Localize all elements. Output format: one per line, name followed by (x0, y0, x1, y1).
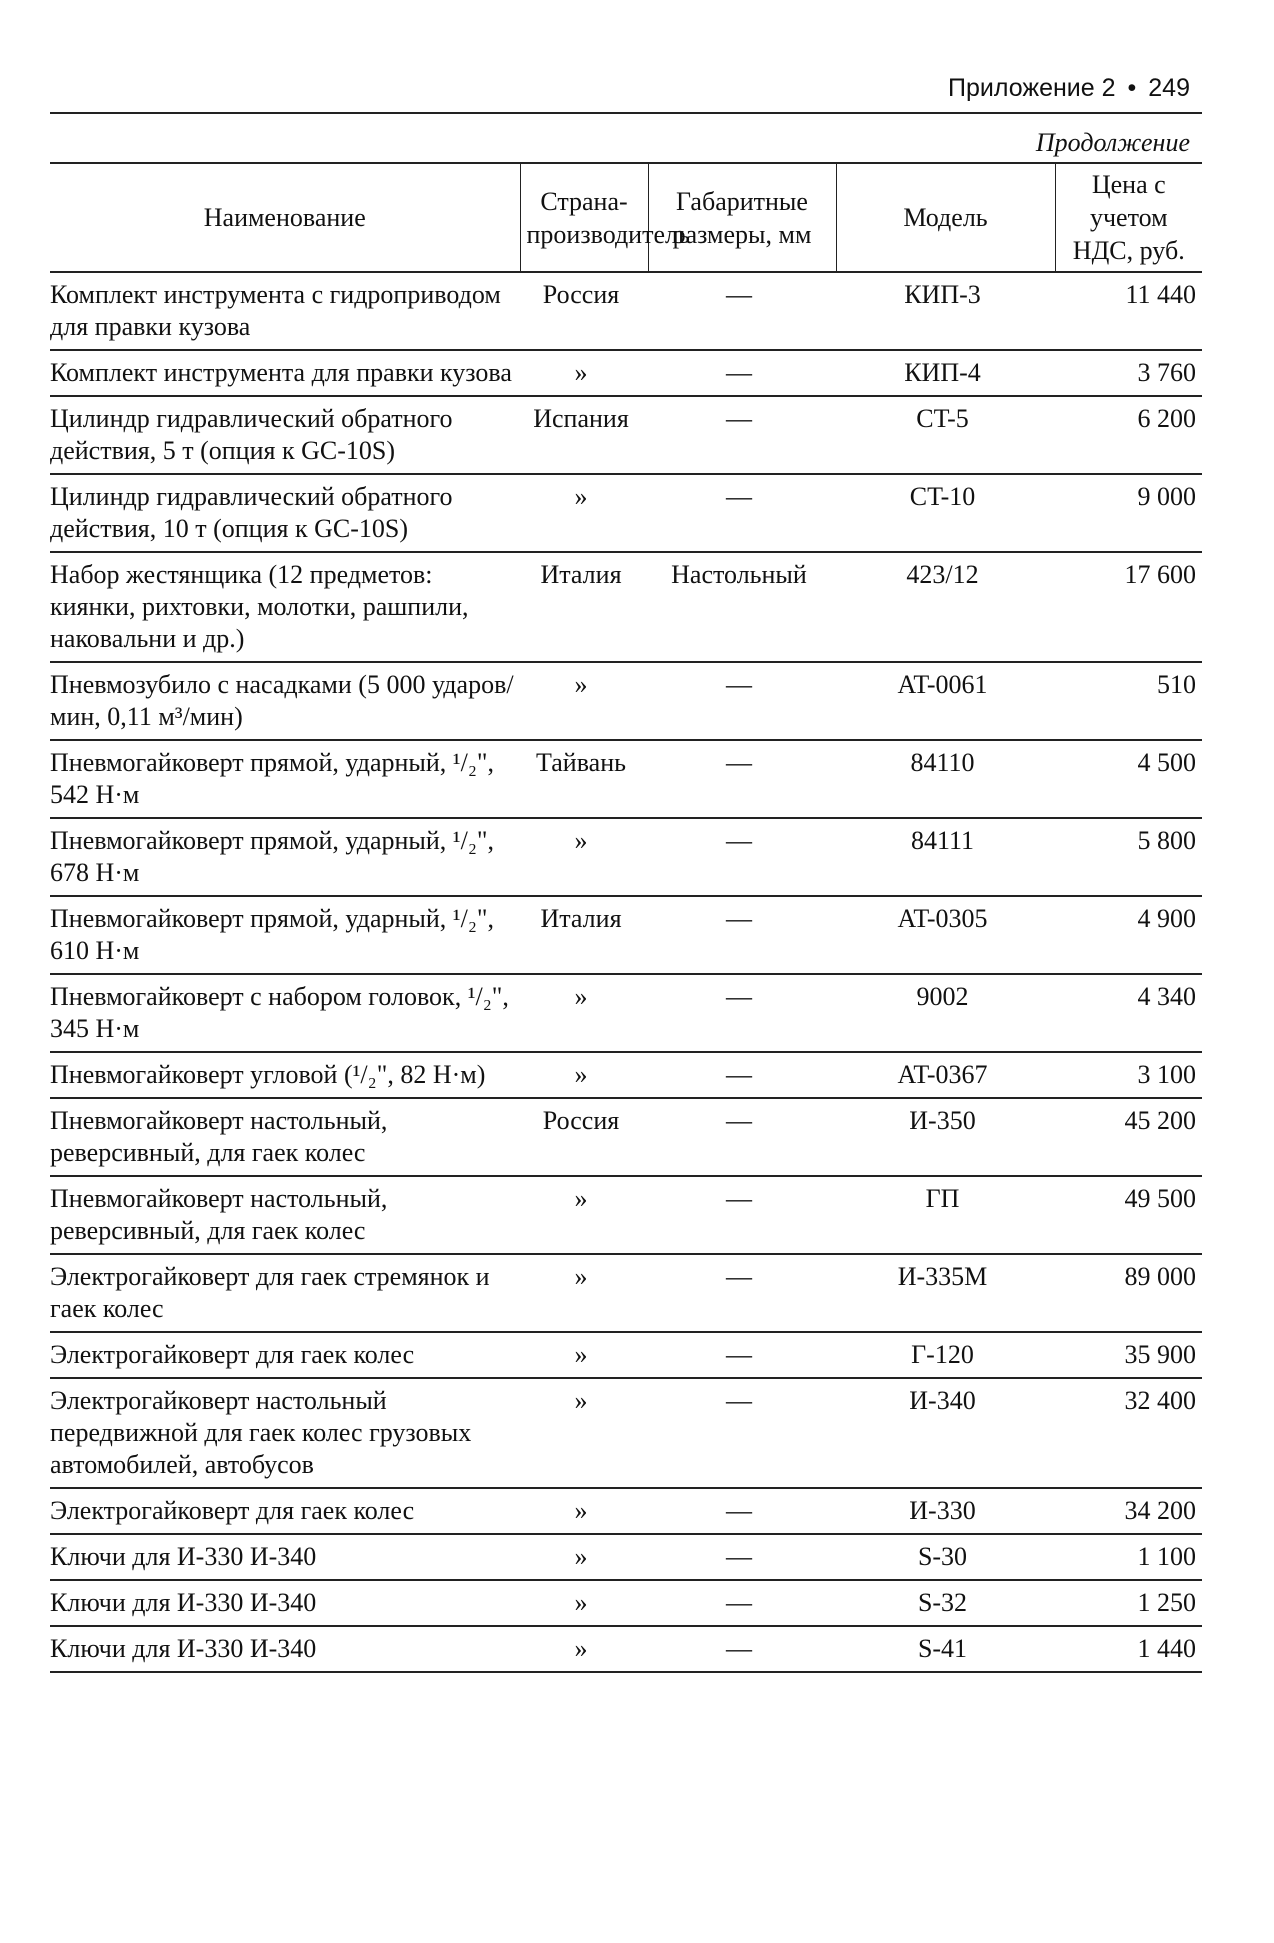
dimensions-cell: — (648, 1580, 836, 1626)
dimensions-cell: — (648, 1098, 836, 1176)
name-cell: Электрогайковерт для гаек стремянок и гаек колес (50, 1254, 520, 1332)
price-cell: 89 000 (1055, 1254, 1202, 1332)
dimensions-cell: — (648, 1378, 836, 1488)
table-row (50, 1254, 1202, 1332)
name-cell: Цилиндр гидравлический обратного действия, 10 т (опция к GC-10S) (50, 474, 520, 552)
table-row (50, 1378, 1202, 1488)
name-cell: Комплект инструмента для правки кузова (50, 350, 520, 396)
country-cell: » (520, 1488, 648, 1534)
table-row (50, 474, 1202, 552)
separator-dot: • (1127, 74, 1137, 102)
table-row (50, 1534, 1202, 1580)
country-cell: Россия (520, 272, 648, 350)
dimensions-cell: — (648, 1254, 836, 1332)
page (50, 70, 1202, 1673)
model-cell: И-335М (836, 1254, 1055, 1332)
dimensions-cell: — (648, 818, 836, 896)
name-cell: Пневмогайковерт с набором головок, ¹/₂", 345 Н·м (50, 974, 520, 1052)
model-cell: CT-5 (836, 396, 1055, 474)
model-cell: КИП-4 (836, 350, 1055, 396)
table-row (50, 740, 1202, 818)
name-cell: Ключи для И-330 И-340 (50, 1626, 520, 1672)
column-header-name: Наименование (50, 163, 520, 272)
country-cell: » (520, 1332, 648, 1378)
section-label: Приложение 2 (948, 74, 1116, 102)
table-row (50, 1626, 1202, 1672)
dimensions-cell: — (648, 662, 836, 740)
model-cell: Г-120 (836, 1332, 1055, 1378)
dimensions-cell: — (648, 1488, 836, 1534)
country-cell: Италия (520, 896, 648, 974)
table-row (50, 662, 1202, 740)
table-row (50, 818, 1202, 896)
dimensions-cell: — (648, 474, 836, 552)
price-cell: 17 600 (1055, 552, 1202, 662)
table-body (50, 272, 1202, 1672)
country-cell: » (520, 350, 648, 396)
price-cell: 1 250 (1055, 1580, 1202, 1626)
dimensions-cell: — (648, 272, 836, 350)
price-cell: 34 200 (1055, 1488, 1202, 1534)
country-cell: » (520, 1176, 648, 1254)
column-header-country: Страна-производитель (520, 163, 648, 272)
table-row (50, 552, 1202, 662)
name-cell: Пневмогайковерт прямой, ударный, ¹/₂", 678 Н·м (50, 818, 520, 896)
model-cell: S-32 (836, 1580, 1055, 1626)
table-row (50, 1580, 1202, 1626)
price-cell: 35 900 (1055, 1332, 1202, 1378)
price-cell: 45 200 (1055, 1098, 1202, 1176)
dimensions-cell: — (648, 1534, 836, 1580)
dimensions-cell: — (648, 974, 836, 1052)
price-cell: 6 200 (1055, 396, 1202, 474)
table-row (50, 1098, 1202, 1176)
model-cell: КИП-3 (836, 272, 1055, 350)
country-cell: Испания (520, 396, 648, 474)
price-cell: 4 340 (1055, 974, 1202, 1052)
price-cell: 4 500 (1055, 740, 1202, 818)
table-row (50, 350, 1202, 396)
dimensions-cell: — (648, 1332, 836, 1378)
price-cell: 3 100 (1055, 1052, 1202, 1098)
column-header-model: Модель (836, 163, 1055, 272)
model-cell: ГП (836, 1176, 1055, 1254)
model-cell: S-30 (836, 1534, 1055, 1580)
name-cell: Электрогайковерт настольный передвижной для гаек колес грузовых автомобилей, автобусов (50, 1378, 520, 1488)
model-cell: AT-0305 (836, 896, 1055, 974)
name-cell: Электрогайковерт для гаек колес (50, 1488, 520, 1534)
model-cell: 84110 (836, 740, 1055, 818)
dimensions-cell: — (648, 896, 836, 974)
price-cell: 5 800 (1055, 818, 1202, 896)
price-cell: 11 440 (1055, 272, 1202, 350)
model-cell: И-330 (836, 1488, 1055, 1534)
table-row (50, 396, 1202, 474)
table-row (50, 1488, 1202, 1534)
price-cell: 3 760 (1055, 350, 1202, 396)
country-cell: » (520, 1626, 648, 1672)
name-cell: Ключи для И-330 И-340 (50, 1534, 520, 1580)
price-cell: 4 900 (1055, 896, 1202, 974)
country-cell: Россия (520, 1098, 648, 1176)
table-header-row (50, 163, 1202, 272)
price-cell: 49 500 (1055, 1176, 1202, 1254)
continuation-label: Продолжение (1035, 128, 1190, 157)
name-cell: Пневмозубило с насадками (5 000 ударов/мин, 0,11 м³/мин) (50, 662, 520, 740)
name-cell: Цилиндр гидравлический обратного действия, 5 т (опция к GC-10S) (50, 396, 520, 474)
model-cell: И-350 (836, 1098, 1055, 1176)
model-cell: AT-0061 (836, 662, 1055, 740)
name-cell: Пневмогайковерт прямой, ударный, ¹/₂", 542 Н·м (50, 740, 520, 818)
country-cell: » (520, 1580, 648, 1626)
dimensions-cell: — (648, 396, 836, 474)
table-row (50, 1052, 1202, 1098)
country-cell: » (520, 1378, 648, 1488)
column-header-price: Цена с учетом НДС, руб. (1055, 163, 1202, 272)
dimensions-cell: — (648, 1052, 836, 1098)
price-cell: 1 100 (1055, 1534, 1202, 1580)
name-cell: Пневмогайковерт настольный, реверсивный, для гаек колес (50, 1098, 520, 1176)
country-cell: » (520, 1052, 648, 1098)
model-cell: CT-10 (836, 474, 1055, 552)
price-cell: 510 (1055, 662, 1202, 740)
table-row (50, 272, 1202, 350)
price-cell: 9 000 (1055, 474, 1202, 552)
column-header-dimensions: Габаритные размеры, мм (648, 163, 836, 272)
table-row (50, 974, 1202, 1052)
model-cell: AT-0367 (836, 1052, 1055, 1098)
country-cell: » (520, 474, 648, 552)
name-cell: Ключи для И-330 И-340 (50, 1580, 520, 1626)
price-table (50, 162, 1202, 1673)
dimensions-cell: — (648, 1176, 836, 1254)
country-cell: » (520, 662, 648, 740)
country-cell: » (520, 1534, 648, 1580)
dimensions-cell: — (648, 740, 836, 818)
price-cell: 32 400 (1055, 1378, 1202, 1488)
dimensions-cell: Настольный (648, 552, 836, 662)
country-cell: » (520, 1254, 648, 1332)
name-cell: Электрогайковерт для гаек колес (50, 1332, 520, 1378)
name-cell: Пневмогайковерт угловой (¹/₂", 82 Н·м) (50, 1052, 520, 1098)
name-cell: Комплект инструмента с гидроприводом для правки кузова (50, 272, 520, 350)
model-cell: 9002 (836, 974, 1055, 1052)
name-cell: Пневмогайковерт настольный, реверсивный, для гаек колес (50, 1176, 520, 1254)
running-head (50, 70, 1202, 114)
name-cell: Пневмогайковерт прямой, ударный, ¹/₂", 610 Н·м (50, 896, 520, 974)
model-cell: 84111 (836, 818, 1055, 896)
dimensions-cell: — (648, 1626, 836, 1672)
country-cell: Тайвань (520, 740, 648, 818)
country-cell: Италия (520, 552, 648, 662)
running-head-text (948, 74, 1190, 103)
price-cell: 1 440 (1055, 1626, 1202, 1672)
table-row (50, 1176, 1202, 1254)
model-cell: S-41 (836, 1626, 1055, 1672)
country-cell: » (520, 974, 648, 1052)
page-number: 249 (1148, 74, 1190, 102)
dimensions-cell: — (648, 350, 836, 396)
country-cell: » (520, 818, 648, 896)
name-cell: Набор жестянщика (12 предметов: киянки, рихтовки, молотки, рашпили, наковальни и др.) (50, 552, 520, 662)
model-cell: И-340 (836, 1378, 1055, 1488)
table-row (50, 896, 1202, 974)
model-cell: 423/12 (836, 552, 1055, 662)
table-row (50, 1332, 1202, 1378)
